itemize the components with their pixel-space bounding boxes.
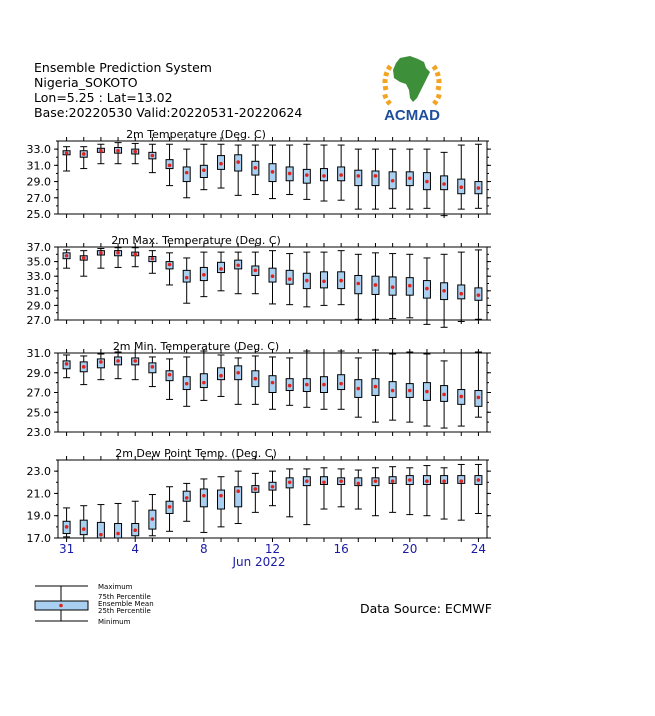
mean-marker [425, 287, 429, 291]
mean-marker [185, 496, 189, 500]
legend-25th: 25th Percentile [98, 607, 151, 615]
box-day-7 [166, 359, 173, 399]
mean-marker [271, 381, 275, 385]
box-day-4 [115, 248, 122, 268]
box-day-6 [149, 144, 156, 172]
box-day-5 [132, 143, 139, 163]
mean-marker [185, 276, 189, 280]
box-day-13 [269, 471, 276, 506]
mean-marker [99, 533, 103, 537]
mean-marker [339, 382, 343, 386]
box-day-24 [458, 252, 465, 321]
mean-marker [288, 480, 292, 484]
box-day-8 [183, 149, 190, 198]
box-day-22 [423, 149, 430, 208]
mean-marker [357, 482, 361, 486]
box-day-14 [286, 145, 293, 194]
box-day-16 [320, 468, 327, 509]
mean-marker [219, 162, 223, 166]
box-day-25 [475, 250, 482, 319]
y-tick-label: 17.0 [26, 532, 51, 545]
box-day-4 [115, 503, 122, 538]
chart-panel-4 [27, 447, 492, 545]
mean-marker [425, 390, 429, 394]
mean-marker [236, 489, 240, 493]
mean-marker [202, 168, 206, 172]
mean-marker [408, 389, 412, 393]
mean-marker [202, 494, 206, 498]
mean-marker [116, 149, 120, 153]
box-day-1 [63, 147, 70, 171]
mean-marker [133, 528, 137, 532]
box-day-8 [183, 258, 190, 303]
mean-marker [459, 395, 463, 399]
mean-marker [339, 479, 343, 483]
mean-marker [151, 517, 155, 521]
box-day-9 [200, 351, 207, 400]
box-day-10 [218, 355, 225, 396]
chart-panel-2 [27, 234, 492, 327]
box-day-21 [406, 352, 413, 422]
box-day-12 [252, 145, 259, 194]
mean-marker [116, 251, 120, 255]
data-source: Data Source: ECMWF [360, 601, 492, 616]
mean-marker [425, 479, 429, 483]
mean-marker [236, 263, 240, 267]
mean-marker [151, 257, 155, 261]
mean-marker [185, 171, 189, 175]
mean-marker [442, 479, 446, 483]
box-day-8 [183, 483, 190, 521]
iqr-box [458, 285, 465, 299]
box-day-2 [80, 147, 87, 169]
mean-marker [322, 480, 326, 484]
mean-marker [99, 360, 103, 364]
y-tick-label: 33.0 [26, 143, 51, 157]
mean-marker [271, 274, 275, 278]
mean-marker [82, 152, 86, 156]
mean-marker [254, 377, 258, 381]
mean-marker [442, 289, 446, 293]
location-name: Nigeria_SOKOTO [34, 75, 138, 90]
box-day-23 [441, 361, 448, 428]
x-tick-label: 31 [58, 542, 75, 556]
coordinates: Lon=5.25 : Lat=13.02 [34, 90, 173, 105]
box-day-16 [320, 353, 327, 409]
box-day-21 [406, 254, 413, 318]
x-tick-label: 24 [470, 542, 487, 556]
box-day-3 [97, 354, 104, 380]
box-day-19 [372, 468, 379, 516]
mean-marker [391, 479, 395, 483]
y-tick-label: 37.0 [26, 241, 51, 254]
x-tick-label: 20 [402, 542, 418, 556]
box-day-5 [132, 248, 139, 267]
mean-marker [99, 149, 103, 153]
box-day-10 [218, 252, 225, 291]
box-day-5 [132, 501, 139, 538]
mean-marker [322, 383, 326, 387]
mean-marker [322, 280, 326, 284]
mean-marker [151, 154, 155, 158]
y-tick-label: 31.0 [26, 159, 51, 173]
y-tick-label: 29.0 [26, 175, 51, 189]
box-day-15 [303, 351, 310, 407]
mean-marker [477, 293, 481, 297]
iqr-box [218, 368, 225, 380]
box-day-8 [183, 357, 190, 406]
y-tick-label: 27.0 [26, 314, 51, 327]
logo-text: ACMAD [384, 107, 440, 124]
legend-minimum: Minimum [98, 618, 131, 626]
y-tick-label: 25.0 [26, 406, 51, 420]
legend-75th: 75th Percentile [98, 593, 151, 601]
box-day-16 [320, 145, 327, 201]
box-day-1 [63, 250, 70, 268]
box-day-19 [372, 149, 379, 209]
box-day-20 [389, 467, 396, 513]
iqr-box [200, 489, 207, 507]
mean-marker [357, 387, 361, 391]
legend-maximum: Maximum [98, 583, 133, 591]
mean-marker [408, 284, 412, 288]
mean-marker [477, 396, 481, 400]
mean-marker [477, 478, 481, 482]
box-day-11 [235, 145, 242, 195]
chart-panel-1 [27, 128, 492, 221]
mean-marker [133, 150, 137, 154]
mean-marker [305, 173, 309, 177]
y-tick-label: 33.0 [26, 270, 51, 284]
box-day-9 [200, 252, 207, 297]
box-day-7 [166, 144, 173, 185]
iqr-box [286, 270, 293, 284]
box-day-3 [97, 505, 104, 538]
box-day-16 [320, 252, 327, 305]
box-day-25 [475, 464, 482, 513]
box-day-7 [166, 253, 173, 285]
box-day-21 [406, 149, 413, 209]
box-day-2 [80, 251, 87, 277]
box-day-3 [97, 248, 104, 268]
y-tick-label: 27.0 [26, 386, 51, 400]
mean-marker [219, 494, 223, 498]
mean-marker [254, 487, 258, 491]
mean-marker [408, 478, 412, 482]
mean-marker [133, 359, 137, 363]
y-tick-label: 27.0 [26, 191, 51, 205]
mean-marker [288, 172, 292, 176]
box-day-18 [355, 149, 362, 209]
box-day-17 [338, 351, 345, 409]
box-day-17 [338, 145, 345, 200]
box-day-2 [80, 356, 87, 385]
box-day-24 [458, 145, 465, 209]
mean-marker [168, 263, 172, 267]
iqr-box [372, 171, 379, 186]
mean-marker [357, 174, 361, 178]
mean-marker [65, 151, 69, 155]
box-day-14 [286, 358, 293, 405]
box-day-13 [269, 251, 276, 304]
chart-legend [30, 580, 190, 628]
box-day-3 [97, 144, 104, 163]
mean-marker [168, 505, 172, 509]
mean-marker [288, 384, 292, 388]
box-day-21 [406, 468, 413, 515]
y-tick-label: 21.0 [26, 487, 51, 501]
box-day-17 [338, 251, 345, 305]
mean-marker [99, 251, 103, 255]
box-day-7 [166, 487, 173, 532]
mean-marker [202, 381, 206, 385]
iqr-box [218, 490, 225, 509]
panel-title: 2m Dew Point Temp. (Deg. C) [115, 447, 277, 460]
mean-marker [459, 292, 463, 296]
box-day-23 [441, 468, 448, 519]
box-day-9 [200, 144, 207, 189]
x-tick-label: 12 [264, 542, 281, 556]
system-title: Ensemble Prediction System [34, 60, 212, 75]
mean-marker [82, 527, 86, 531]
y-tick-label: 31.0 [26, 284, 51, 298]
box-day-19 [372, 253, 379, 319]
box-day-11 [235, 471, 242, 523]
mean-marker [65, 525, 69, 529]
mean-marker [477, 186, 481, 190]
mean-marker [305, 279, 309, 283]
box-day-22 [423, 466, 430, 516]
x-month-label: Jun 2022 [232, 555, 286, 569]
box-day-23 [441, 254, 448, 327]
mean-marker [374, 385, 378, 389]
chart-panel-3 [27, 340, 492, 439]
mean-marker [322, 174, 326, 178]
box-day-17 [338, 469, 345, 507]
box-day-2 [80, 506, 87, 538]
mean-marker [271, 170, 275, 174]
mean-marker [442, 182, 446, 186]
box-day-22 [423, 258, 430, 324]
box-day-1 [63, 355, 70, 378]
mean-marker [219, 374, 223, 378]
box-day-5 [132, 353, 139, 380]
box-day-6 [149, 251, 156, 274]
mean-marker [442, 393, 446, 397]
mean-marker [236, 371, 240, 375]
box-day-11 [235, 358, 242, 404]
mean-marker [425, 180, 429, 184]
mean-marker [339, 173, 343, 177]
mean-marker [202, 273, 206, 277]
legend-mean: Ensemble Mean [98, 600, 154, 608]
box-day-6 [149, 357, 156, 387]
box-day-15 [303, 469, 310, 525]
box-day-18 [355, 470, 362, 509]
y-tick-label: 29.0 [26, 366, 51, 380]
y-tick-label: 19.0 [26, 509, 51, 523]
box-day-20 [389, 149, 396, 208]
mean-marker [305, 383, 309, 387]
mean-marker [185, 382, 189, 386]
mean-marker [236, 160, 240, 164]
mean-marker [116, 359, 120, 363]
box-day-4 [115, 352, 122, 379]
mean-marker [374, 479, 378, 483]
mean-marker [65, 362, 69, 366]
mean-marker [168, 373, 172, 377]
box-day-19 [372, 350, 379, 422]
box-day-15 [303, 252, 310, 307]
mean-marker [219, 267, 223, 271]
y-tick-label: 35.0 [26, 255, 51, 269]
x-tick-label: 16 [333, 542, 349, 556]
x-tick-label: 8 [200, 542, 208, 556]
box-day-15 [303, 144, 310, 199]
box-day-14 [286, 469, 293, 517]
iqr-box [200, 374, 207, 388]
box-day-25 [475, 144, 482, 208]
box-day-13 [269, 357, 276, 409]
mean-marker [254, 166, 258, 170]
box-day-12 [252, 356, 259, 404]
mean-marker [408, 177, 412, 181]
box-day-23 [441, 152, 448, 215]
mean-marker [116, 532, 120, 536]
box-day-9 [200, 479, 207, 532]
mean-marker [357, 282, 361, 286]
legend-mean-marker [59, 604, 63, 608]
y-tick-label: 23.0 [26, 426, 51, 439]
mean-marker [305, 479, 309, 483]
box-day-4 [115, 143, 122, 164]
box-day-12 [252, 252, 259, 294]
mean-marker [391, 285, 395, 289]
mean-marker [271, 485, 275, 489]
box-day-1 [63, 508, 70, 537]
box-day-22 [423, 354, 430, 426]
box-day-14 [286, 254, 293, 305]
box-day-10 [218, 477, 225, 527]
mean-marker [151, 365, 155, 369]
y-tick-label: 29.0 [26, 299, 51, 313]
panel-title: 2m Temperature (Deg. C) [126, 128, 266, 141]
iqr-box [355, 170, 362, 185]
mean-marker [288, 277, 292, 281]
panel-title: 2m Max. Temperature (Deg. C) [111, 234, 281, 247]
box-day-13 [269, 145, 276, 199]
mean-marker [82, 256, 86, 260]
box-day-18 [355, 254, 362, 319]
panel-title: 2m Min. Temperature (Deg. C) [112, 340, 280, 353]
mean-marker [254, 269, 258, 273]
mean-marker [391, 389, 395, 393]
box-day-25 [475, 352, 482, 417]
mean-marker [339, 279, 343, 283]
mean-marker [459, 185, 463, 189]
mean-marker [374, 174, 378, 178]
y-tick-label: 23.0 [26, 465, 51, 479]
mean-marker [459, 479, 463, 483]
y-tick-label: 31.0 [26, 347, 51, 360]
mean-marker [374, 283, 378, 287]
x-tick-label: 4 [131, 542, 140, 556]
iqr-box [115, 524, 122, 538]
box-day-24 [458, 353, 465, 426]
box-day-10 [218, 144, 225, 188]
box-day-24 [458, 464, 465, 520]
box-day-6 [149, 495, 156, 536]
mean-marker [168, 164, 172, 168]
box-day-11 [235, 252, 242, 294]
mean-marker [82, 365, 86, 369]
mean-marker [133, 253, 137, 257]
box-day-20 [389, 354, 396, 420]
validity-period: Base:20220530 Valid:20220531-20220624 [34, 105, 303, 120]
box-day-12 [252, 473, 259, 512]
box-day-20 [389, 254, 396, 319]
box-day-18 [355, 358, 362, 417]
y-tick-label: 25.0 [26, 208, 51, 221]
mean-marker [391, 179, 395, 183]
mean-marker [65, 254, 69, 258]
